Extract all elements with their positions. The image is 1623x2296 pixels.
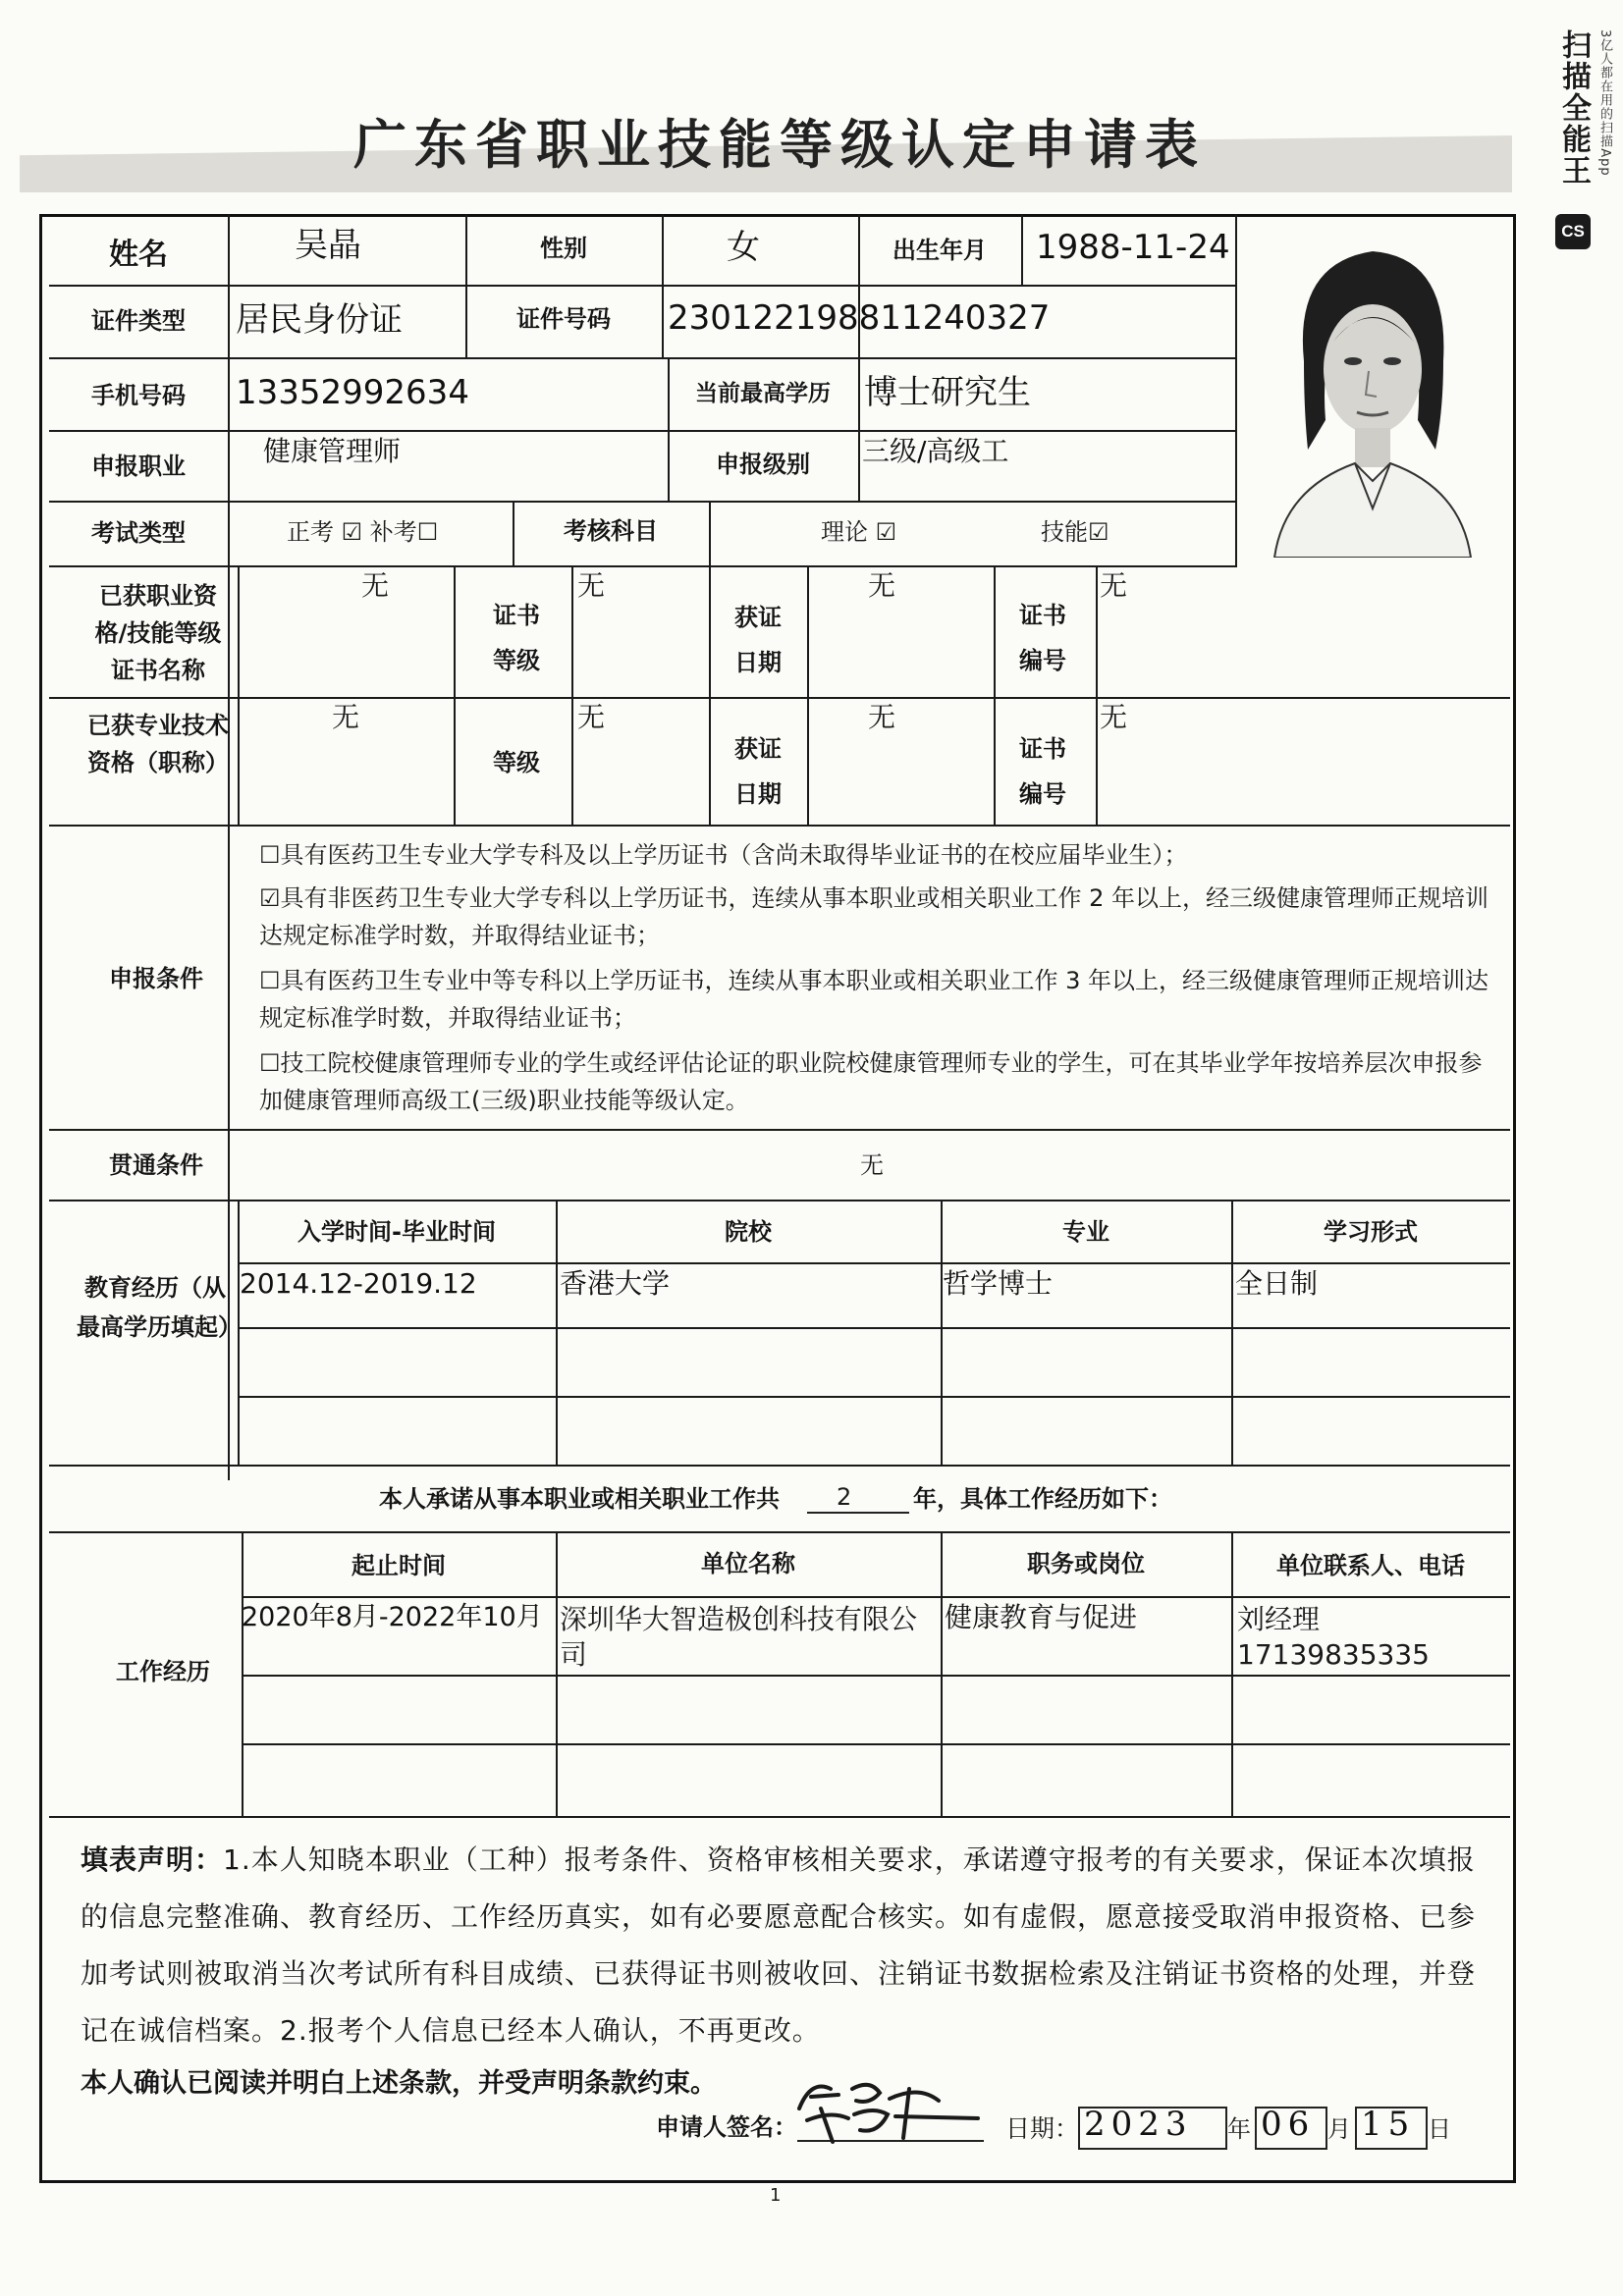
level-label: 申报级别: [716, 451, 810, 478]
form-title: 广东省职业技能等级认定申请表: [353, 116, 1206, 175]
grid-line: [49, 1129, 1510, 1131]
grid-line: [1021, 214, 1023, 285]
declaration-confirm: 本人确认已阅读并明白上述条款，并受声明条款约束。: [81, 2068, 717, 2099]
work-commit-before: 本人承诺从事本职业或相关职业工作共: [379, 1485, 780, 1513]
work-commit-after: 年，具体工作经历如下：: [913, 1485, 1172, 1513]
qualification-no-label: 证书编号: [1019, 602, 1066, 674]
professional-grade-label: 等级: [493, 749, 540, 776]
month-value: 06: [1261, 2105, 1316, 2144]
conditions-label: 申报条件: [109, 965, 203, 992]
name-label: 姓名: [109, 238, 168, 272]
exam-type-label: 考试类型: [91, 519, 186, 547]
grid-line: [49, 357, 1235, 359]
work-header-position: 职务或岗位: [1027, 1550, 1145, 1577]
professional-no-value: 无: [1100, 701, 1128, 733]
grid-line: [49, 430, 1235, 432]
handwritten-signature: [791, 2059, 988, 2148]
grid-line: [994, 565, 996, 825]
job-value: 健康管理师: [263, 435, 402, 467]
grid-line: [571, 565, 573, 825]
grid-line: [49, 825, 1510, 827]
brand-name: 扫描全能王: [1556, 29, 1591, 187]
birth-label: 出生年月: [893, 237, 987, 264]
gender-value: 女: [727, 228, 760, 267]
education-mode-value: 全日制: [1235, 1267, 1319, 1300]
name-value: 吴晶: [295, 226, 361, 265]
grid-line: [1096, 565, 1098, 825]
grid-line: [238, 565, 240, 825]
work-header-period: 起止时间: [352, 1552, 446, 1579]
qualification-label: 已获职业资格/技能等级证书名称: [94, 582, 222, 684]
work-company-value: 深圳华大智造极创科技有限公司: [560, 1603, 918, 1671]
condition-item-2: ☑具有非医药卫生专业大学专科以上学历证书，连续从事本职业或相关职业工作 2 年以上，经三级健康管理师正规培训达规定标准学时数，并取得结业证书；: [259, 884, 1489, 949]
grid-line: [49, 1531, 1510, 1533]
date-label: 日期：: [1005, 2114, 1080, 2143]
grid-line: [242, 1675, 1510, 1677]
work-header-contact: 单位联系人、电话: [1276, 1552, 1465, 1579]
qualification-name-value: 无: [361, 569, 390, 602]
grid-line: [49, 697, 1510, 699]
years-underline: [807, 1512, 909, 1514]
work-header-company: 单位名称: [701, 1550, 795, 1577]
condition-item-1: ☐具有医药卫生专业大学专科及以上学历证书（含尚未取得毕业证书的在校应届毕业生）；: [259, 841, 1188, 869]
phone-label: 手机号码: [91, 382, 186, 409]
idno-value: 230122198811240327: [668, 298, 1051, 338]
grid-line: [454, 565, 456, 825]
professional-no-label: 证书编号: [1019, 735, 1066, 808]
phone-value: 13352992634: [236, 373, 469, 412]
sign-label: 申请人签名：: [656, 2113, 797, 2141]
education-header-mode: 学习形式: [1324, 1218, 1418, 1246]
education-header-period: 入学时间-毕业时间: [298, 1218, 496, 1246]
qualification-date-label: 获证日期: [734, 604, 782, 676]
gender-label: 性别: [540, 235, 587, 262]
grid-line: [1235, 214, 1237, 567]
professional-name-value: 无: [332, 701, 360, 733]
idtype-value: 居民身份证: [236, 300, 403, 340]
declaration-text: [81, 1832, 1485, 2059]
day-value: 15: [1361, 2105, 1416, 2144]
day-unit: 日: [1428, 2115, 1451, 2143]
level-value: 三级/高级工: [862, 435, 1009, 467]
declaration-body: 1.本人知晓本职业（工种）报考条件、资格审核相关要求，承诺遵守报考的有关要求，保证本次填报的信息完整准确、教育经历、工作经历真实，如有必要愿意配合核实。如有虚假，愿意接受取消申报资格、已参加考试则被取消当次考试所有科目成绩、已获得证书则被收回、注销证书数据检索及注销证书资格的处理，并登记在诚信档案。2.报考个人信息已经本人确认，不再更改。: [81, 1843, 1477, 2047]
grid-line: [709, 501, 711, 825]
work-period-value: 2020年8月-2022年10月: [242, 1602, 543, 1632]
through-value: 无: [860, 1151, 884, 1179]
idtype-label: 证件类型: [91, 307, 186, 335]
grid-line: [238, 1327, 1510, 1329]
exam-subject-label: 考核科目: [564, 517, 658, 545]
work-label: 工作经历: [116, 1658, 210, 1685]
education-period-value: 2014.12-2019.12: [240, 1267, 477, 1300]
professional-label: 已获专业技术资格（职称）: [87, 712, 229, 776]
work-contact-value: 刘经理 17139835335: [1237, 1603, 1430, 1671]
qualification-grade-label: 证书等级: [493, 602, 540, 674]
grid-line: [49, 501, 1235, 503]
work-position-value: 健康教育与促进: [945, 1601, 1138, 1633]
year-unit: 年: [1227, 2115, 1251, 2143]
brand-tagline: 3亿人都在用的扫描App: [1597, 29, 1612, 177]
year-value: 2023: [1084, 2105, 1193, 2144]
declaration-lead: 填表声明：: [81, 1843, 224, 1876]
grid-line: [49, 1816, 1510, 1818]
job-label: 申报职业: [91, 453, 186, 480]
page-number: 1: [770, 2185, 782, 2206]
condition-item-4: ☐技工院校健康管理师专业的学生或经评估论证的职业院校健康管理师专业的学生，可在其毕业学年按培养层次申报参加健康管理师高级工(三级)职业技能等级认定。: [259, 1049, 1483, 1114]
qualification-grade-value: 无: [577, 569, 606, 602]
grid-line: [242, 1743, 1510, 1745]
cs-logo-icon: CS: [1555, 214, 1591, 249]
education-major-value: 哲学博士: [943, 1267, 1054, 1300]
scanner-watermark: [1543, 29, 1618, 255]
professional-grade-value: 无: [577, 701, 606, 733]
work-commit-years: 2: [837, 1483, 852, 1511]
edu-value: 博士研究生: [864, 373, 1031, 412]
professional-date-value: 无: [868, 701, 896, 733]
grid-line: [807, 565, 809, 825]
through-label: 贯通条件: [109, 1151, 203, 1179]
education-school-value: 香港大学: [560, 1267, 671, 1300]
qualification-date-value: 无: [868, 569, 896, 602]
exam-theory-value: 理论 ☑: [821, 518, 897, 546]
idno-label: 证件号码: [516, 305, 611, 333]
qualification-no-value: 无: [1100, 569, 1128, 602]
grid-line: [49, 1465, 1510, 1467]
birth-value: 1988-11-24: [1036, 228, 1230, 267]
grid-line: [49, 565, 1235, 567]
education-header-school: 院校: [725, 1218, 772, 1246]
professional-date-label: 获证日期: [734, 735, 782, 808]
exam-type-value: 正考 ☑ 补考☐: [287, 518, 439, 546]
month-unit: 月: [1327, 2115, 1351, 2143]
education-header-major: 专业: [1062, 1218, 1109, 1246]
exam-skill-value: 技能☑: [1041, 518, 1109, 546]
grid-line: [238, 1396, 1510, 1398]
condition-item-3: ☐具有医药卫生专业中等专科以上学历证书，连续从事本职业或相关职业工作 3 年以上，经三级健康管理师正规培训达规定标准学时数，并取得结业证书；: [259, 967, 1489, 1032]
grid-line: [662, 214, 664, 357]
edu-label: 当前最高学历: [695, 381, 831, 406]
education-label: 教育经历（从最高学历填起）: [77, 1274, 242, 1341]
grid-line: [49, 1200, 1510, 1201]
grid-line: [858, 357, 860, 501]
